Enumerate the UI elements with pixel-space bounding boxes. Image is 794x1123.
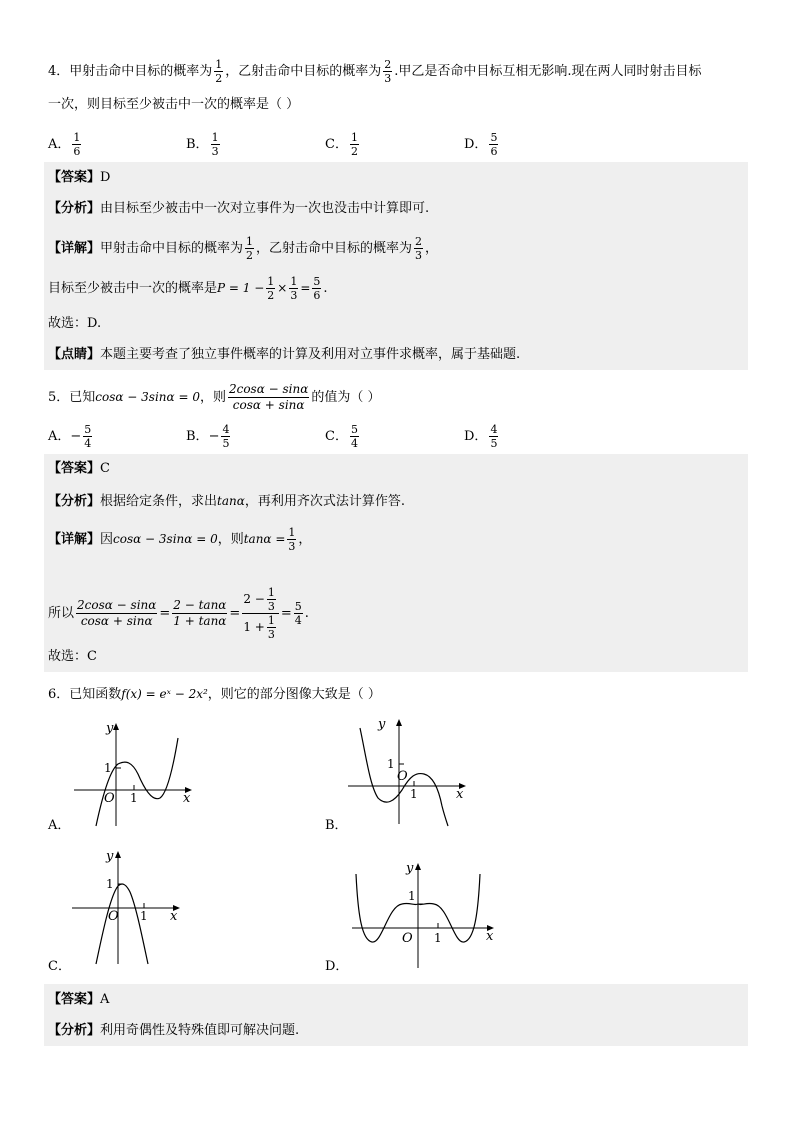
graph-b bbox=[344, 716, 474, 828]
graph-d-one-y: 1 bbox=[408, 889, 416, 903]
graph-a-one-y: 1 bbox=[104, 761, 112, 775]
q4-solution-box bbox=[44, 162, 748, 370]
q6-option-d[interactable]: D． bbox=[325, 959, 349, 974]
graph-d-y-label: y bbox=[406, 861, 414, 876]
graph-c-y-label: y bbox=[106, 849, 114, 864]
q4-option-c[interactable]: C． $\frac{1}{2}$ bbox=[325, 131, 358, 158]
graph-b-y-label: y bbox=[378, 717, 386, 732]
q4-p-jia: $\frac{1}{2}$ bbox=[215, 58, 223, 85]
graph-a-one-x: 1 bbox=[130, 791, 138, 805]
graph-b-origin: O bbox=[397, 769, 408, 784]
q6-answer: 【答案】A bbox=[48, 992, 110, 1007]
q5-option-a[interactable]: A．− $\frac{5}{4}$ bbox=[48, 423, 92, 450]
q4-stem bbox=[48, 58, 702, 85]
graph-a-y-arrow bbox=[113, 723, 119, 730]
graph-c bbox=[66, 846, 196, 966]
q4-option-d[interactable]: D． $\frac{5}{6}$ bbox=[464, 131, 498, 158]
q5-stem: 5．已知cosα − 3sinα = 0，则 $\frac{2\cos\alpha - \sin\alpha}{\cos\alpha + \sin\alpha}$ 的值为（ ） bbox=[48, 382, 381, 412]
q6-stem: 6．已知函数f(x) = eˣ − 2x²，则它的部分图像大致是（ ） bbox=[48, 687, 381, 702]
graph-a-curve bbox=[96, 738, 178, 826]
q4-detail-line2: 目标至少被击中一次的概率是P = 1 − $\frac{1}{2}$ × $\frac{1}{3}$ = $\frac{5}{6}$ . bbox=[48, 275, 328, 302]
graph-a bbox=[66, 718, 196, 830]
graph-c-one-x: 1 bbox=[140, 909, 148, 923]
graph-c-y-arrow bbox=[115, 851, 121, 858]
q4-analysis: 【分析】由目标至少被击中一次对立事件为一次也没击中计算即可. bbox=[48, 201, 430, 216]
graph-d-origin: O bbox=[402, 931, 413, 946]
q4-comment: 【点睛】本题主要考查了独立事件概率的计算及利用对立事件求概率，属于基础题. bbox=[48, 347, 521, 362]
q4-stem-text-a: 4．甲射击命中目标的概率为 bbox=[48, 64, 213, 79]
graph-a-y-label: y bbox=[106, 721, 114, 736]
q4-option-a[interactable]: A． $\frac{1}{6}$ bbox=[48, 131, 81, 158]
q4-detail: 【详解】甲射击命中目标的概率为 $\frac{1}{2}$ ，乙射击命中目标的概率为 $\frac{2}{3}$ ， bbox=[48, 235, 439, 262]
q4-answer: 【答案】D bbox=[48, 170, 111, 185]
q4-stem-text-c: .甲乙是否命中目标互相无影响.现在两人同时射击目标 bbox=[394, 64, 702, 79]
graph-d-x-label: x bbox=[486, 929, 494, 944]
q4-stem-text-b: ，乙射击命中目标的概率为 bbox=[225, 64, 382, 79]
q4-p-yi: $\frac{2}{3}$ bbox=[384, 58, 392, 85]
q5-analysis: 【分析】根据给定条件，求出tanα，再利用齐次式法计算作答. bbox=[48, 494, 405, 509]
graph-b-x-label: x bbox=[456, 787, 464, 802]
graph-b-one-y: 1 bbox=[387, 757, 395, 771]
graph-b-one-x: 1 bbox=[410, 787, 418, 801]
q6-analysis: 【分析】利用奇偶性及特殊值即可解决问题. bbox=[48, 1023, 300, 1038]
graph-c-curve bbox=[96, 884, 148, 964]
q4-stem-line2: 一次，则目标至少被击中一次的概率是（ ） bbox=[48, 97, 300, 112]
q5-detail: 【详解】因cosα − 3sinα = 0，则tanα = $\frac{1}{3}$ ， bbox=[48, 526, 312, 553]
q5-choose: 故选：C bbox=[48, 649, 97, 664]
q4-choose: 故选：D. bbox=[48, 316, 102, 331]
q4-option-b[interactable]: B． $\frac{1}{3}$ bbox=[186, 131, 219, 158]
q5-answer: 【答案】C bbox=[48, 461, 110, 476]
graph-c-x-label: x bbox=[170, 909, 178, 924]
q6-option-b[interactable]: B． bbox=[325, 818, 348, 833]
graph-b-y-arrow bbox=[396, 719, 402, 726]
graph-a-origin: O bbox=[104, 791, 115, 806]
graph-c-origin: O bbox=[108, 909, 119, 924]
q5-calc: 所以 $\frac{2\cos\alpha - \sin\alpha}{\cos\alpha + \sin\alpha}$ = $\frac{2 - \tan\alpha}{1 + \tan\alpha}$ = 2 − $\frac{1}{3}$ 1 + $\frac{1}{3}$ = $\frac{5}{4}$ . bbox=[48, 586, 309, 641]
graph-c-one-y: 1 bbox=[106, 877, 114, 891]
graph-d bbox=[346, 856, 500, 972]
q5-option-d[interactable]: D． $\frac{4}{5}$ bbox=[464, 423, 498, 450]
q5-option-c[interactable]: C． $\frac{5}{4}$ bbox=[325, 423, 358, 450]
q6-option-c[interactable]: C． bbox=[48, 959, 71, 974]
q5-option-b[interactable]: B．− $\frac{4}{5}$ bbox=[186, 423, 230, 450]
graph-d-y-arrow bbox=[415, 863, 421, 870]
q6-option-a[interactable]: A． bbox=[48, 818, 71, 833]
graph-a-x-label: x bbox=[183, 791, 191, 806]
graph-d-one-x: 1 bbox=[434, 931, 442, 945]
